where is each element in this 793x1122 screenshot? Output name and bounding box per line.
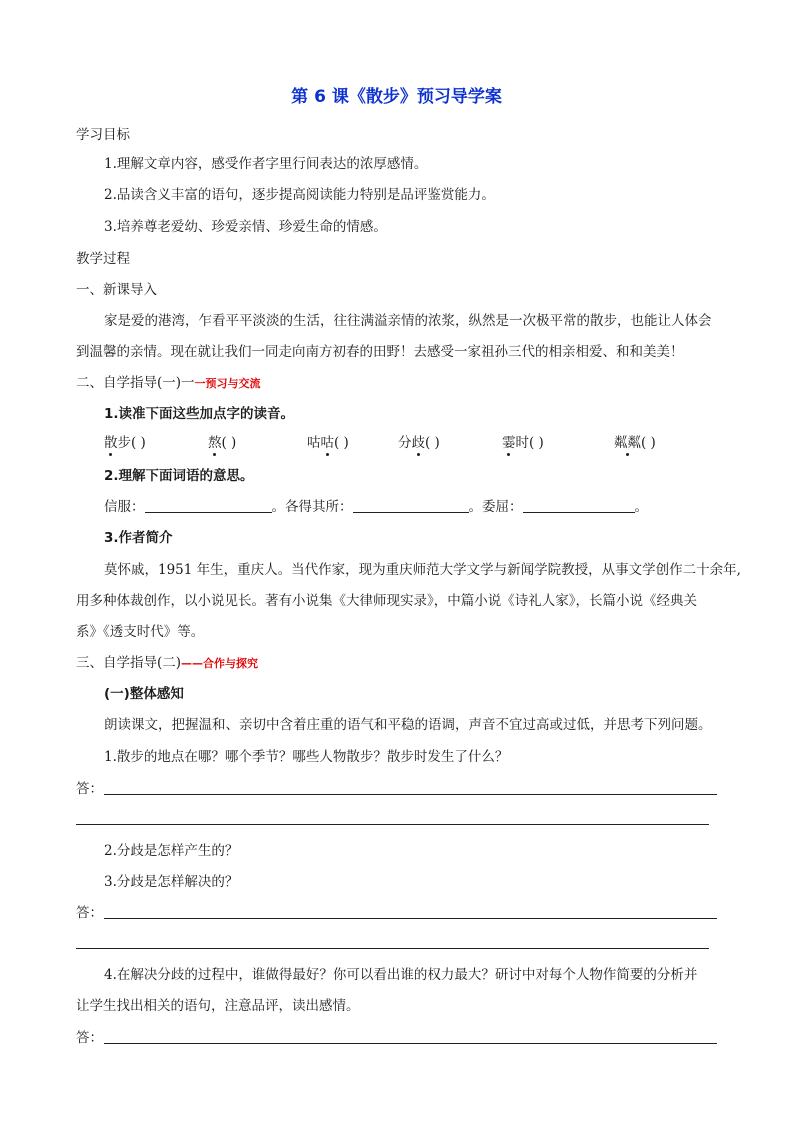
part3-subheading: (一)整体感知 (104, 686, 184, 702)
pinyin-blank: ( ) (641, 435, 656, 451)
answer-line[interactable] (76, 824, 709, 825)
part3-heading-text: 三、自学指导(二) (76, 655, 182, 671)
pinyin-item-4 (398, 434, 440, 452)
part2-q2: 2.理解下面词语的意思。 (104, 468, 254, 484)
part2-q1: 1.读准下面这些加点字的读音。 (104, 406, 295, 422)
pinyin-blank: ( ) (425, 435, 440, 451)
goal-item-2: 2.品读含义丰富的语句，逐步提高阅读能力特别是品评鉴赏能力。 (104, 187, 495, 203)
pinyin-blank: 时( ) (515, 435, 544, 451)
answer-line[interactable] (104, 1043, 717, 1044)
dotted-char: 散 (104, 435, 118, 451)
process-heading: 教学过程 (76, 251, 130, 267)
plain-char: 分 (398, 435, 412, 451)
pinyin-blank: 步( ) (117, 435, 146, 451)
word-label: 信服： (104, 499, 145, 515)
part2-q3: 3.作者简介 (104, 530, 173, 546)
answer-blank[interactable] (145, 498, 272, 513)
answer-label: 答： (76, 905, 103, 921)
pinyin-item-2 (208, 434, 236, 452)
part2-heading-text: 二、自学指导(一)一 (76, 375, 195, 391)
pinyin-item-3 (307, 434, 349, 452)
intro-paragraph-line1: 家是爱的港湾，乍看平平淡淡的生活，往往满溢亲情的浓浆，纵然是一次极平常的散步，也能让人体会 (104, 313, 712, 329)
pinyin-item-1 (104, 434, 146, 452)
part2-heading (76, 374, 261, 393)
part3-q4-line1: 4.在解决分歧的过程中，谁做得最好？你可以看出谁的权力最大？研讨中对每个人物作简要的分析并 (104, 967, 698, 983)
answer-line[interactable] (104, 794, 717, 795)
pinyin-item-5 (502, 434, 544, 452)
dotted-char: 咕 (320, 435, 334, 451)
goal-item-3: 3.培养尊老爱幼、珍爱亲情、珍爱生命的情感。 (104, 219, 387, 235)
part3-heading-red: ——合作与探究 (181, 657, 259, 670)
dotted-char: 霎 (502, 435, 516, 451)
answer-label: 答： (76, 1030, 103, 1046)
word-label: 。委屈： (468, 499, 523, 515)
dotted-char: 歧 (411, 435, 425, 451)
pinyin-item-6 (614, 434, 656, 452)
word-definitions (104, 498, 648, 516)
goals-heading: 学习目标 (76, 127, 130, 143)
dotted-char: 粼粼 (614, 435, 641, 451)
pinyin-blank: ( ) (221, 435, 237, 451)
part2-heading-red: 一预习与交流 (194, 377, 261, 390)
part3-q4-line2: 让学生找出相关的语句，注意品评，读出感情。 (76, 998, 360, 1014)
part3-q3: 3.分歧是怎样解决的？ (104, 874, 239, 890)
answer-line[interactable] (76, 948, 709, 949)
part3-q2: 2.分歧是怎样产生的？ (104, 843, 239, 859)
part3-q1: 1.散步的地点在哪？哪个季节？哪些人物散步？散步时发生了什么？ (104, 749, 509, 765)
goal-item-1: 1.理解文章内容，感受作者字里行间表达的浓厚感情。 (104, 156, 428, 172)
word-label: 。 (634, 499, 648, 515)
answer-label: 答： (76, 781, 103, 797)
answer-line[interactable] (104, 918, 717, 919)
author-bio-line1: 莫怀戚，1951 年生，重庆人。当代作家，现为重庆师范大学文学与新闻学院教授，从事文学创作二十余年, (104, 562, 741, 578)
answer-blank[interactable] (353, 498, 469, 513)
dotted-char: 熬 (208, 435, 222, 451)
pinyin-blank: ( ) (334, 435, 349, 451)
word-label: 。各得其所： (271, 499, 353, 515)
intro-paragraph-line2: 到温馨的亲情。现在就让我们一同走向南方初春的田野！去感受一家祖孙三代的相亲相爱、和和美美！ (76, 344, 684, 360)
plain-char: 咕 (307, 435, 321, 451)
author-bio-line2: 用多种体裁创作，以小说见长。著有小说集《大律师现实录》，中篇小说《诗礼人家》，长篇小说《经典关 (76, 593, 697, 609)
author-bio-line3: 系》《透支时代》等。 (76, 624, 205, 640)
part3-intro: 朗读课文，把握温和、亲切中含着庄重的语气和平稳的语调，声音不宜过高或过低，并思考下列问题。 (104, 717, 712, 733)
part3-heading (76, 654, 258, 673)
page-title: 第 6 课《散步》预习导学案 (291, 87, 502, 107)
answer-blank[interactable] (523, 498, 635, 513)
part1-heading: 一、新课导入 (76, 282, 157, 298)
